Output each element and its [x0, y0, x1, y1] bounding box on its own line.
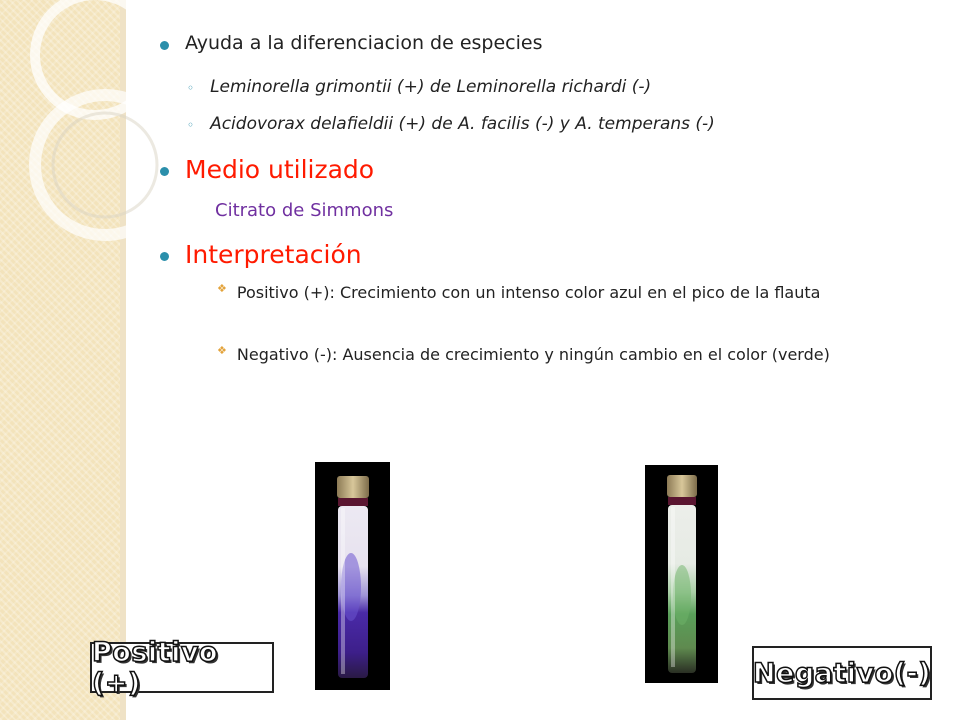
sub-bullet-text: Acidovorax delafieldii (+) de A. facilis (-) y A. temperans (-): [210, 114, 715, 134]
interp-text: Positivo (+): Crecimiento con un intenso color azul en el pico de la flauta: [236, 283, 821, 302]
sub-bullet-2: [187, 114, 715, 134]
ring-bullet: ◦: [187, 118, 195, 132]
negative-label: [752, 646, 932, 700]
heading-medio: [160, 155, 374, 184]
medio-value: [215, 200, 393, 221]
interp-item-1: [217, 281, 897, 304]
bullet-text: Ayuda a la diferenciacion de especies: [185, 32, 543, 54]
sub-bullet-text: Leminorella grimontii (+) de Leminorella richardi (-): [210, 77, 652, 97]
bullet-dot: [160, 252, 169, 261]
medio-value-text: Citrato de Simmons: [215, 200, 394, 221]
bullet-item-1: [160, 32, 542, 54]
positive-label-text: Positivo (+): [92, 636, 218, 699]
interp-item-2: [217, 343, 897, 366]
decorative-band-edge: [120, 0, 126, 720]
negative-label-text: Negativo(-): [752, 657, 932, 689]
ring-bullet: ◦: [187, 81, 195, 95]
bullet-dot: [160, 41, 169, 50]
heading-text: Interpretación: [185, 240, 362, 269]
negative-tube-image: [645, 465, 718, 683]
heading-interpretacion: [160, 240, 362, 269]
positive-label: [90, 636, 274, 699]
bullet-dot: [160, 167, 169, 176]
heading-text: Medio utilizado: [185, 155, 375, 184]
decorative-band: [0, 0, 120, 720]
diamond-bullet: ❖: [217, 282, 227, 295]
interp-text: Negativo (-): Ausencia de crecimiento y ningún cambio en el color (verde): [236, 345, 830, 364]
sub-bullet-1: [187, 77, 651, 97]
positive-tube-image: [315, 462, 390, 690]
diamond-bullet: ❖: [217, 344, 227, 357]
